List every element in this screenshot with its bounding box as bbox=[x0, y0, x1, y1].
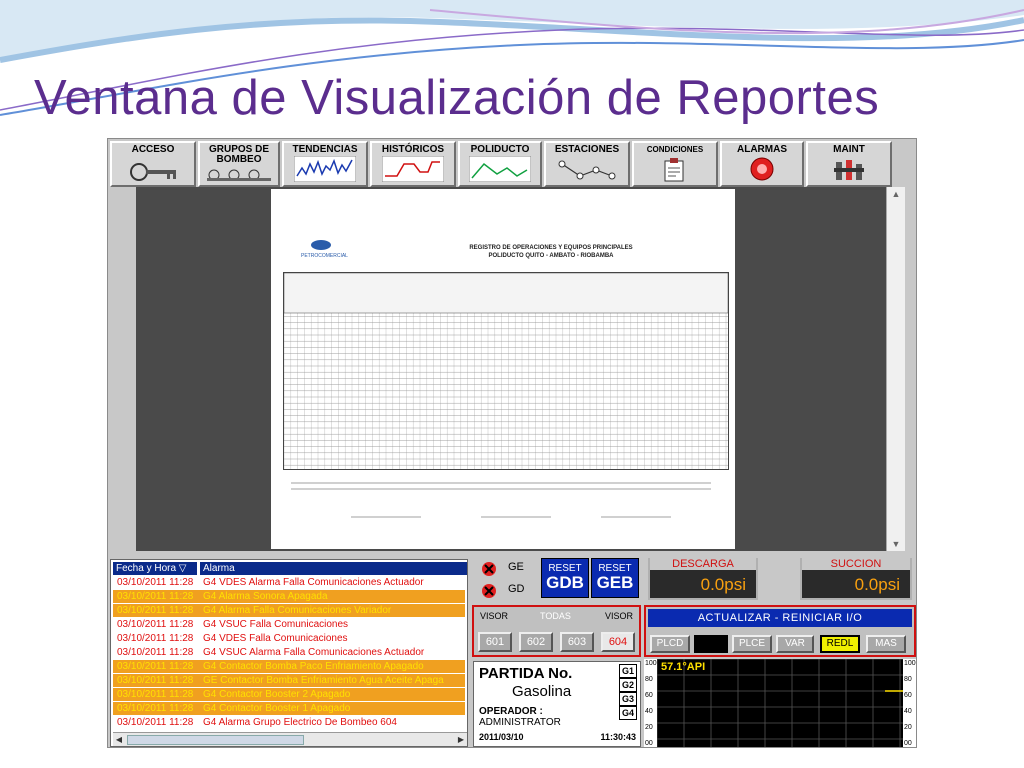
plcd-indicator bbox=[694, 635, 728, 653]
fault-x-icon bbox=[480, 561, 498, 577]
alarm-text: G4 Contactor Booster 1 Apagado bbox=[203, 703, 351, 714]
alarm-text: G4 Alarma Sonora Apagada bbox=[203, 591, 328, 602]
clipboard-icon bbox=[662, 158, 688, 182]
trend-chart-icon bbox=[294, 156, 356, 182]
group-g3-button[interactable]: G3 bbox=[619, 692, 637, 706]
trend-tick-label: 100 bbox=[645, 660, 657, 667]
scroll-up-icon[interactable]: ▲ bbox=[891, 189, 901, 199]
operator-label: OPERADOR : bbox=[479, 706, 543, 717]
column-header-alarma[interactable]: Alarma bbox=[200, 562, 467, 575]
alarm-row[interactable] bbox=[113, 604, 465, 617]
alarm-row[interactable] bbox=[113, 576, 465, 589]
toolbar-button-maint[interactable] bbox=[806, 141, 892, 187]
stations-network-icon bbox=[556, 158, 618, 182]
trend-tick-label: 60 bbox=[904, 692, 912, 699]
partida-time: 11:30:43 bbox=[600, 732, 636, 742]
generator-status bbox=[480, 559, 538, 603]
trend-tick-label: 00 bbox=[645, 740, 653, 747]
alarm-row[interactable] bbox=[113, 674, 465, 687]
alarm-text: G4 VDES Alarma Falla Comunicaciones Actuador bbox=[203, 577, 424, 588]
toolbar-label: TENDENCIAS bbox=[292, 144, 358, 155]
toolbar-button-alarmas[interactable] bbox=[720, 141, 804, 187]
operator-name: ADMINISTRATOR bbox=[479, 717, 561, 728]
fault-x-icon bbox=[480, 583, 498, 599]
maintenance-tools-icon bbox=[832, 158, 866, 182]
alarm-date: 03/10/2011 11:28 bbox=[117, 647, 194, 658]
alarm-row[interactable] bbox=[113, 702, 465, 715]
actualizar-panel bbox=[644, 605, 916, 657]
slide-title: Ventana de Visualización de Reportes bbox=[34, 71, 880, 125]
toolbar-label: ALARMAS bbox=[737, 144, 787, 155]
api-trend-chart bbox=[644, 659, 916, 747]
alarm-date: 03/10/2011 11:28 bbox=[117, 619, 194, 630]
succion-value: 0.0psi bbox=[854, 575, 900, 594]
toolbar-label: ACCESO bbox=[131, 144, 175, 155]
toolbar-button-estaciones[interactable] bbox=[544, 141, 630, 187]
redl-button[interactable]: REDL bbox=[820, 635, 860, 653]
toolbar-label: HISTÓRICOS bbox=[381, 144, 445, 155]
trend-right-axis bbox=[903, 659, 916, 747]
alarm-text: G4 Alarma Falla Comunicaciones Variador bbox=[203, 605, 392, 616]
scroll-right-icon[interactable]: ▶ bbox=[457, 735, 465, 744]
visor-601-button[interactable]: 601 bbox=[478, 632, 512, 652]
company-logo: PETROCOMERCIAL bbox=[301, 239, 348, 259]
report-viewer bbox=[136, 187, 886, 551]
alarm-date: 03/10/2011 11:28 bbox=[117, 689, 194, 700]
scroll-down-icon[interactable]: ▼ bbox=[891, 539, 901, 549]
alarm-date: 03/10/2011 11:28 bbox=[117, 633, 194, 644]
trend-tick-label: 100 bbox=[904, 660, 916, 667]
report-subheading: POLIDUCTO QUITO - AMBATO - RIOBAMBA bbox=[488, 253, 614, 259]
alarm-date: 03/10/2011 11:28 bbox=[117, 661, 194, 672]
toolbar-button-grupos-bombeo[interactable] bbox=[198, 141, 280, 187]
scroll-left-icon[interactable]: ◀ bbox=[115, 735, 123, 744]
visor-todas-label[interactable]: TODAS bbox=[540, 611, 571, 621]
trend-tick-label: 60 bbox=[645, 692, 653, 699]
alarm-text: GE Contactor Bomba Enfriamiento Agua Aceite Apaga bbox=[203, 675, 444, 686]
visor-604-button[interactable]: 604 bbox=[601, 632, 635, 652]
toolbar-label: CONDICIONES bbox=[646, 145, 704, 154]
succion-meter bbox=[800, 558, 912, 600]
alarm-date: 03/10/2011 11:28 bbox=[117, 703, 194, 714]
alarm-date: 03/10/2011 11:28 bbox=[117, 675, 194, 686]
group-g4-button[interactable]: G4 bbox=[619, 706, 637, 720]
alarm-list-header bbox=[113, 562, 465, 575]
trend-tick-label: 40 bbox=[645, 708, 653, 715]
report-table bbox=[283, 272, 729, 470]
alarm-date: 03/10/2011 11:28 bbox=[117, 605, 194, 616]
toolbar-label: MAINT bbox=[833, 144, 865, 155]
reset-geb-button[interactable]: RESET GEB bbox=[591, 558, 639, 598]
alarm-row[interactable] bbox=[113, 632, 465, 645]
succion-label: SUCCION bbox=[802, 558, 910, 570]
alarm-text: G4 VDES Falla Comunicaciones bbox=[203, 633, 348, 644]
partida-panel bbox=[473, 661, 641, 747]
toolbar-button-tendencias[interactable] bbox=[282, 141, 368, 187]
toolbar-label: ESTACIONES bbox=[554, 144, 620, 155]
mas-button[interactable]: MAS bbox=[866, 635, 906, 653]
var-button[interactable]: VAR bbox=[776, 635, 814, 653]
trend-left-axis bbox=[644, 659, 657, 747]
trend-tick-label: 00 bbox=[904, 740, 912, 747]
trend-tick-label: 80 bbox=[645, 676, 653, 683]
visor-panel bbox=[472, 605, 641, 657]
alarm-row[interactable] bbox=[113, 688, 465, 701]
pipeline-chart-icon bbox=[469, 156, 531, 182]
report-signature-lines bbox=[291, 479, 721, 529]
alarm-date: 03/10/2011 11:28 bbox=[117, 717, 194, 728]
api-value: 57.1°API bbox=[661, 661, 706, 673]
alarm-row[interactable] bbox=[113, 716, 465, 729]
report-title bbox=[421, 244, 681, 260]
descarga-meter bbox=[648, 558, 758, 600]
alarm-date: 03/10/2011 11:28 bbox=[117, 577, 194, 588]
toolbar-label: GRUPOS DE BOMBEO bbox=[209, 144, 270, 165]
partida-date: 2011/03/10 bbox=[479, 732, 524, 742]
trend-tick-label: 40 bbox=[904, 708, 912, 715]
descarga-label: DESCARGA bbox=[650, 558, 756, 570]
alarm-text: G4 Contactor Booster 2 Apagado bbox=[203, 689, 351, 700]
actualizar-title[interactable]: ACTUALIZAR - REINICIAR I/O bbox=[648, 609, 912, 627]
visor-603-button[interactable]: 603 bbox=[560, 632, 594, 652]
toolbar-label: POLIDUCTO bbox=[470, 144, 530, 155]
trend-tick-label: 20 bbox=[645, 724, 653, 731]
partida-product: Gasolina bbox=[512, 683, 572, 700]
visor-602-button[interactable]: 602 bbox=[519, 632, 553, 652]
gd-status: GD bbox=[480, 581, 538, 599]
ge-status: GE bbox=[480, 559, 538, 577]
alarm-list bbox=[110, 559, 468, 747]
alarm-text: G4 Alarma Grupo Electrico De Bombeo 604 bbox=[203, 717, 397, 728]
toolbar-button-acceso[interactable] bbox=[110, 141, 196, 187]
pumps-icon bbox=[204, 168, 274, 182]
visor-right-label: VISOR bbox=[604, 611, 633, 621]
alarm-row[interactable] bbox=[113, 590, 465, 603]
report-heading: REGISTRO DE OPERACIONES Y EQUIPOS PRINCIPALES bbox=[469, 245, 633, 251]
alarm-row[interactable] bbox=[113, 660, 465, 673]
viewer-vertical-scrollbar[interactable] bbox=[886, 187, 905, 551]
trend-tick-label: 20 bbox=[904, 724, 912, 731]
reset-gdb-button[interactable]: RESET GDB bbox=[541, 558, 589, 598]
plce-button[interactable]: PLCE bbox=[732, 635, 772, 653]
plcd-button[interactable]: PLCD bbox=[650, 635, 690, 653]
column-header-fecha[interactable]: Fecha y Hora ▽ bbox=[113, 562, 197, 575]
alarm-row[interactable] bbox=[113, 618, 465, 631]
descarga-value: 0.0psi bbox=[700, 575, 746, 594]
toolbar-button-condiciones[interactable] bbox=[632, 141, 718, 187]
alarm-text: G4 VSUC Falla Comunicaciones bbox=[203, 619, 349, 630]
scada-window bbox=[107, 138, 917, 748]
partida-title: PARTIDA No. bbox=[479, 665, 573, 682]
report-page bbox=[271, 189, 735, 549]
alarm-text: G4 Contactor Bomba Paco Enfriamiento Apagado bbox=[203, 661, 424, 672]
toolbar-button-historicos[interactable] bbox=[370, 141, 456, 187]
key-icon bbox=[125, 160, 181, 182]
alarm-row[interactable] bbox=[113, 646, 465, 659]
visor-left-label: VISOR bbox=[480, 611, 509, 621]
alarm-text: G4 VSUC Alarma Falla Comunicaciones Actuador bbox=[203, 647, 425, 658]
alarm-date: 03/10/2011 11:28 bbox=[117, 591, 194, 602]
history-chart-icon bbox=[382, 156, 444, 182]
group-g1-button[interactable]: G1 bbox=[619, 664, 637, 678]
main-toolbar bbox=[110, 141, 914, 187]
alarm-horizontal-scrollbar[interactable] bbox=[113, 732, 467, 746]
alarm-siren-icon bbox=[749, 156, 775, 182]
scroll-thumb[interactable] bbox=[127, 735, 304, 745]
group-g2-button[interactable]: G2 bbox=[619, 678, 637, 692]
logo-mark-icon bbox=[301, 239, 341, 251]
toolbar-button-poliducto[interactable] bbox=[458, 141, 542, 187]
trend-tick-label: 80 bbox=[904, 676, 912, 683]
